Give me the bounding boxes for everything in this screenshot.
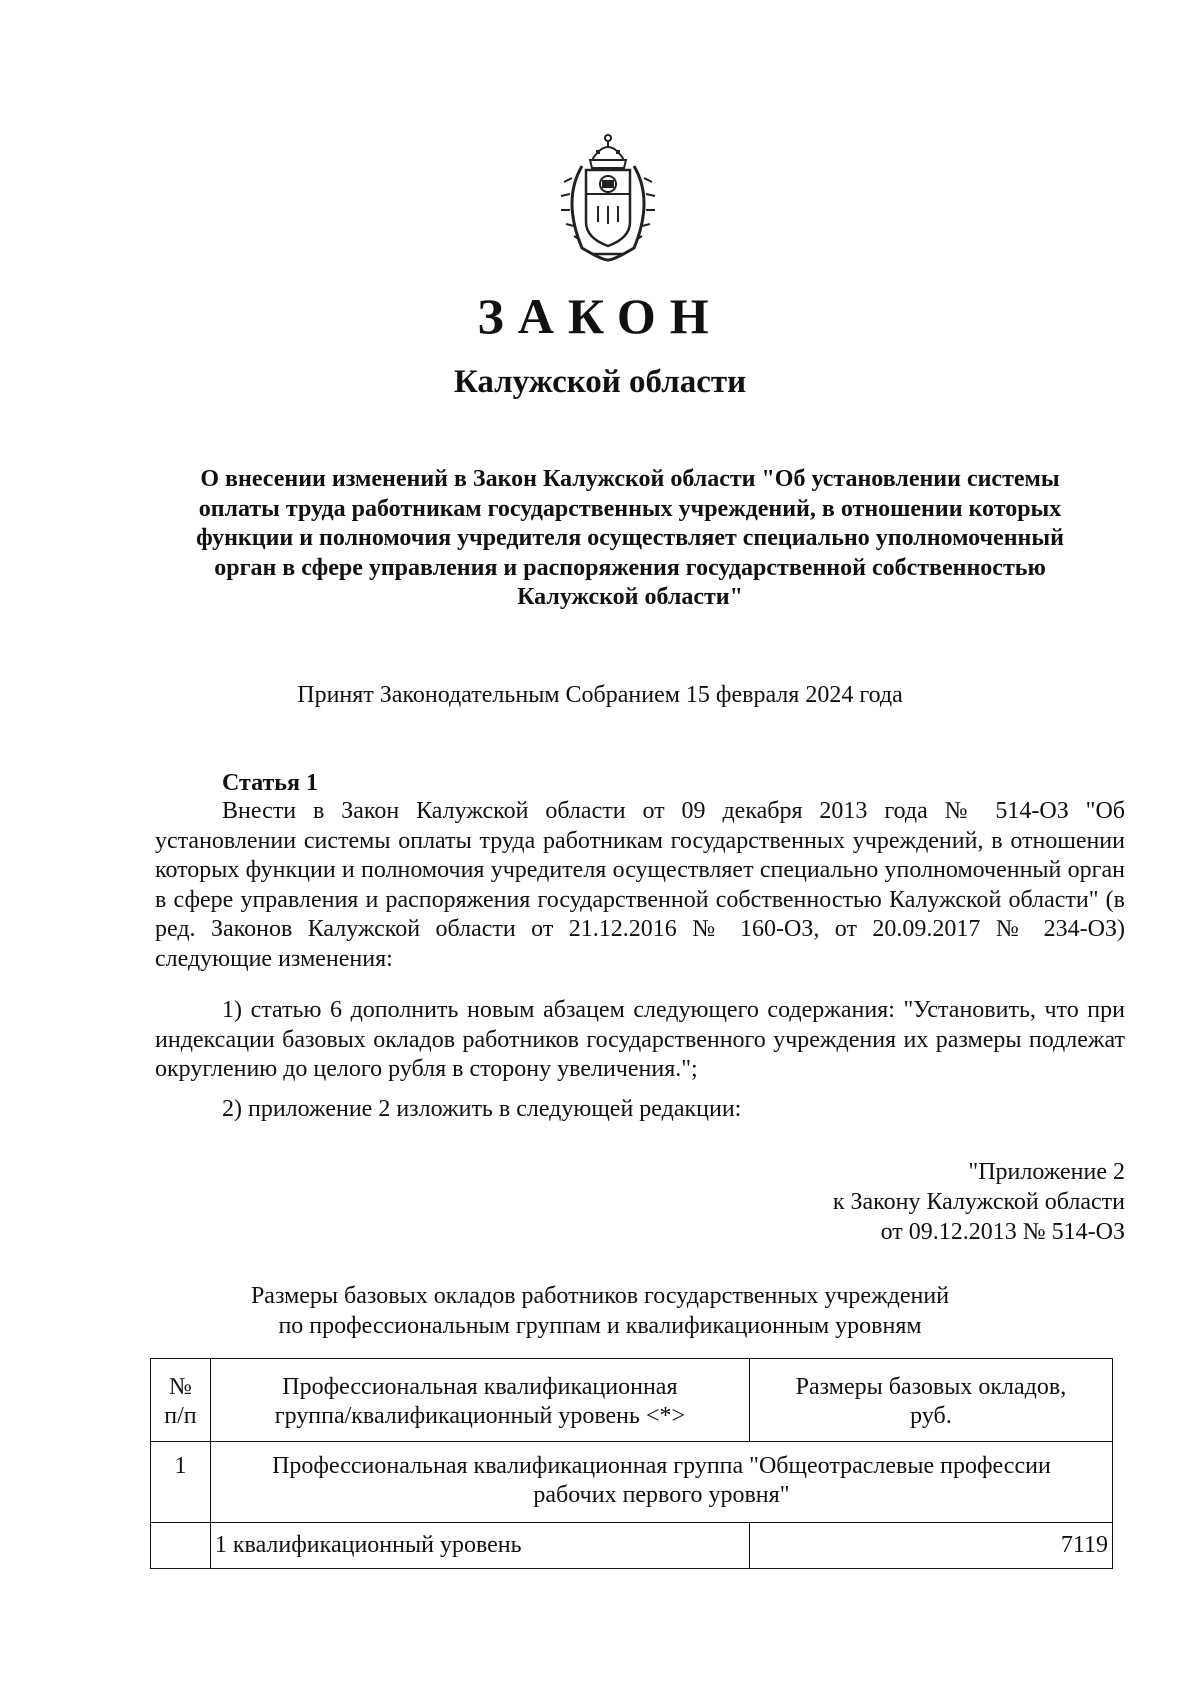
table-caption-line-1: Размеры базовых окладов работников государственных учреждений xyxy=(250,1283,950,1309)
article-item-1: 1) статью 6 дополнить новым абзацем следующего содержания: "Установить, что при индексации базовых окладов работников государственного учреждения их размеры подлежат округлению до целого рубля в сторону увеличения."; xyxy=(155,997,1125,1082)
article-heading: Статья 1 xyxy=(222,770,318,796)
header-group: Профессиональная квалификационная группа/квалификационный уровень <*> xyxy=(210,1359,749,1442)
table-caption xyxy=(160,1281,1040,1341)
row-level-name: 1 квалификационный уровень xyxy=(210,1523,749,1569)
row-number: 1 xyxy=(151,1442,211,1523)
kaluga-coat-of-arms-icon xyxy=(552,130,664,264)
appendix-line-2: к Закону Калужской области xyxy=(832,1189,1125,1215)
article-paragraph: Внести в Закон Калужской области от 09 декабря 2013 года № 514-ОЗ "Об установлении системы оплаты труда работникам государственных учреждений, в отношении которых функции и полномочия учредителя осуществляет специально уполномоченный орган в сфере управления и распоряжения государственной собственностью Калужской области" (в ред. Законов Калужской области от 21.12.2016 № 160-ОЗ, от 20.09.2017 № 234-ОЗ) следующие изменения: xyxy=(155,798,1125,972)
row-group-name: Профессиональная квалификационная группа "Общеотраслевые профессии рабочих первого уровня" xyxy=(210,1442,1112,1523)
appendix-line-1: "Приложение 2 xyxy=(968,1159,1125,1185)
article-item-2: 2) приложение 2 изложить в следующей редакции: xyxy=(222,1096,742,1122)
law-title: О внесении изменений в Закон Калужской области "Об установлении системы оплаты труда работникам государственных учреждений, в отношении которых функции и полномочия учредителя осуществляет специально уполномоченный орган в сфере управления и распоряжения государственной собственностью Калужской области" xyxy=(196,466,1064,610)
row-salary: 7119 xyxy=(749,1523,1112,1569)
header-salary: Размеры базовых окладов, руб. xyxy=(749,1359,1112,1442)
region-heading: Калужской области xyxy=(453,364,747,400)
table-row xyxy=(151,1442,1113,1523)
appendix-reference xyxy=(833,1157,1125,1247)
adoption-line: Принят Законодательным Собранием 15 февраля 2024 года xyxy=(297,682,903,708)
salary-table xyxy=(150,1358,1113,1569)
table-caption-line-2: по профессиональным группам и квалификационным уровням xyxy=(278,1313,922,1339)
document-type-heading: ЗАКОН xyxy=(477,288,723,344)
row-number xyxy=(151,1523,211,1569)
table-row xyxy=(151,1523,1113,1569)
appendix-line-3: от 09.12.2013 № 514-ОЗ xyxy=(880,1219,1125,1245)
header-number: № п/п xyxy=(151,1359,211,1442)
table-header-row xyxy=(151,1359,1113,1442)
